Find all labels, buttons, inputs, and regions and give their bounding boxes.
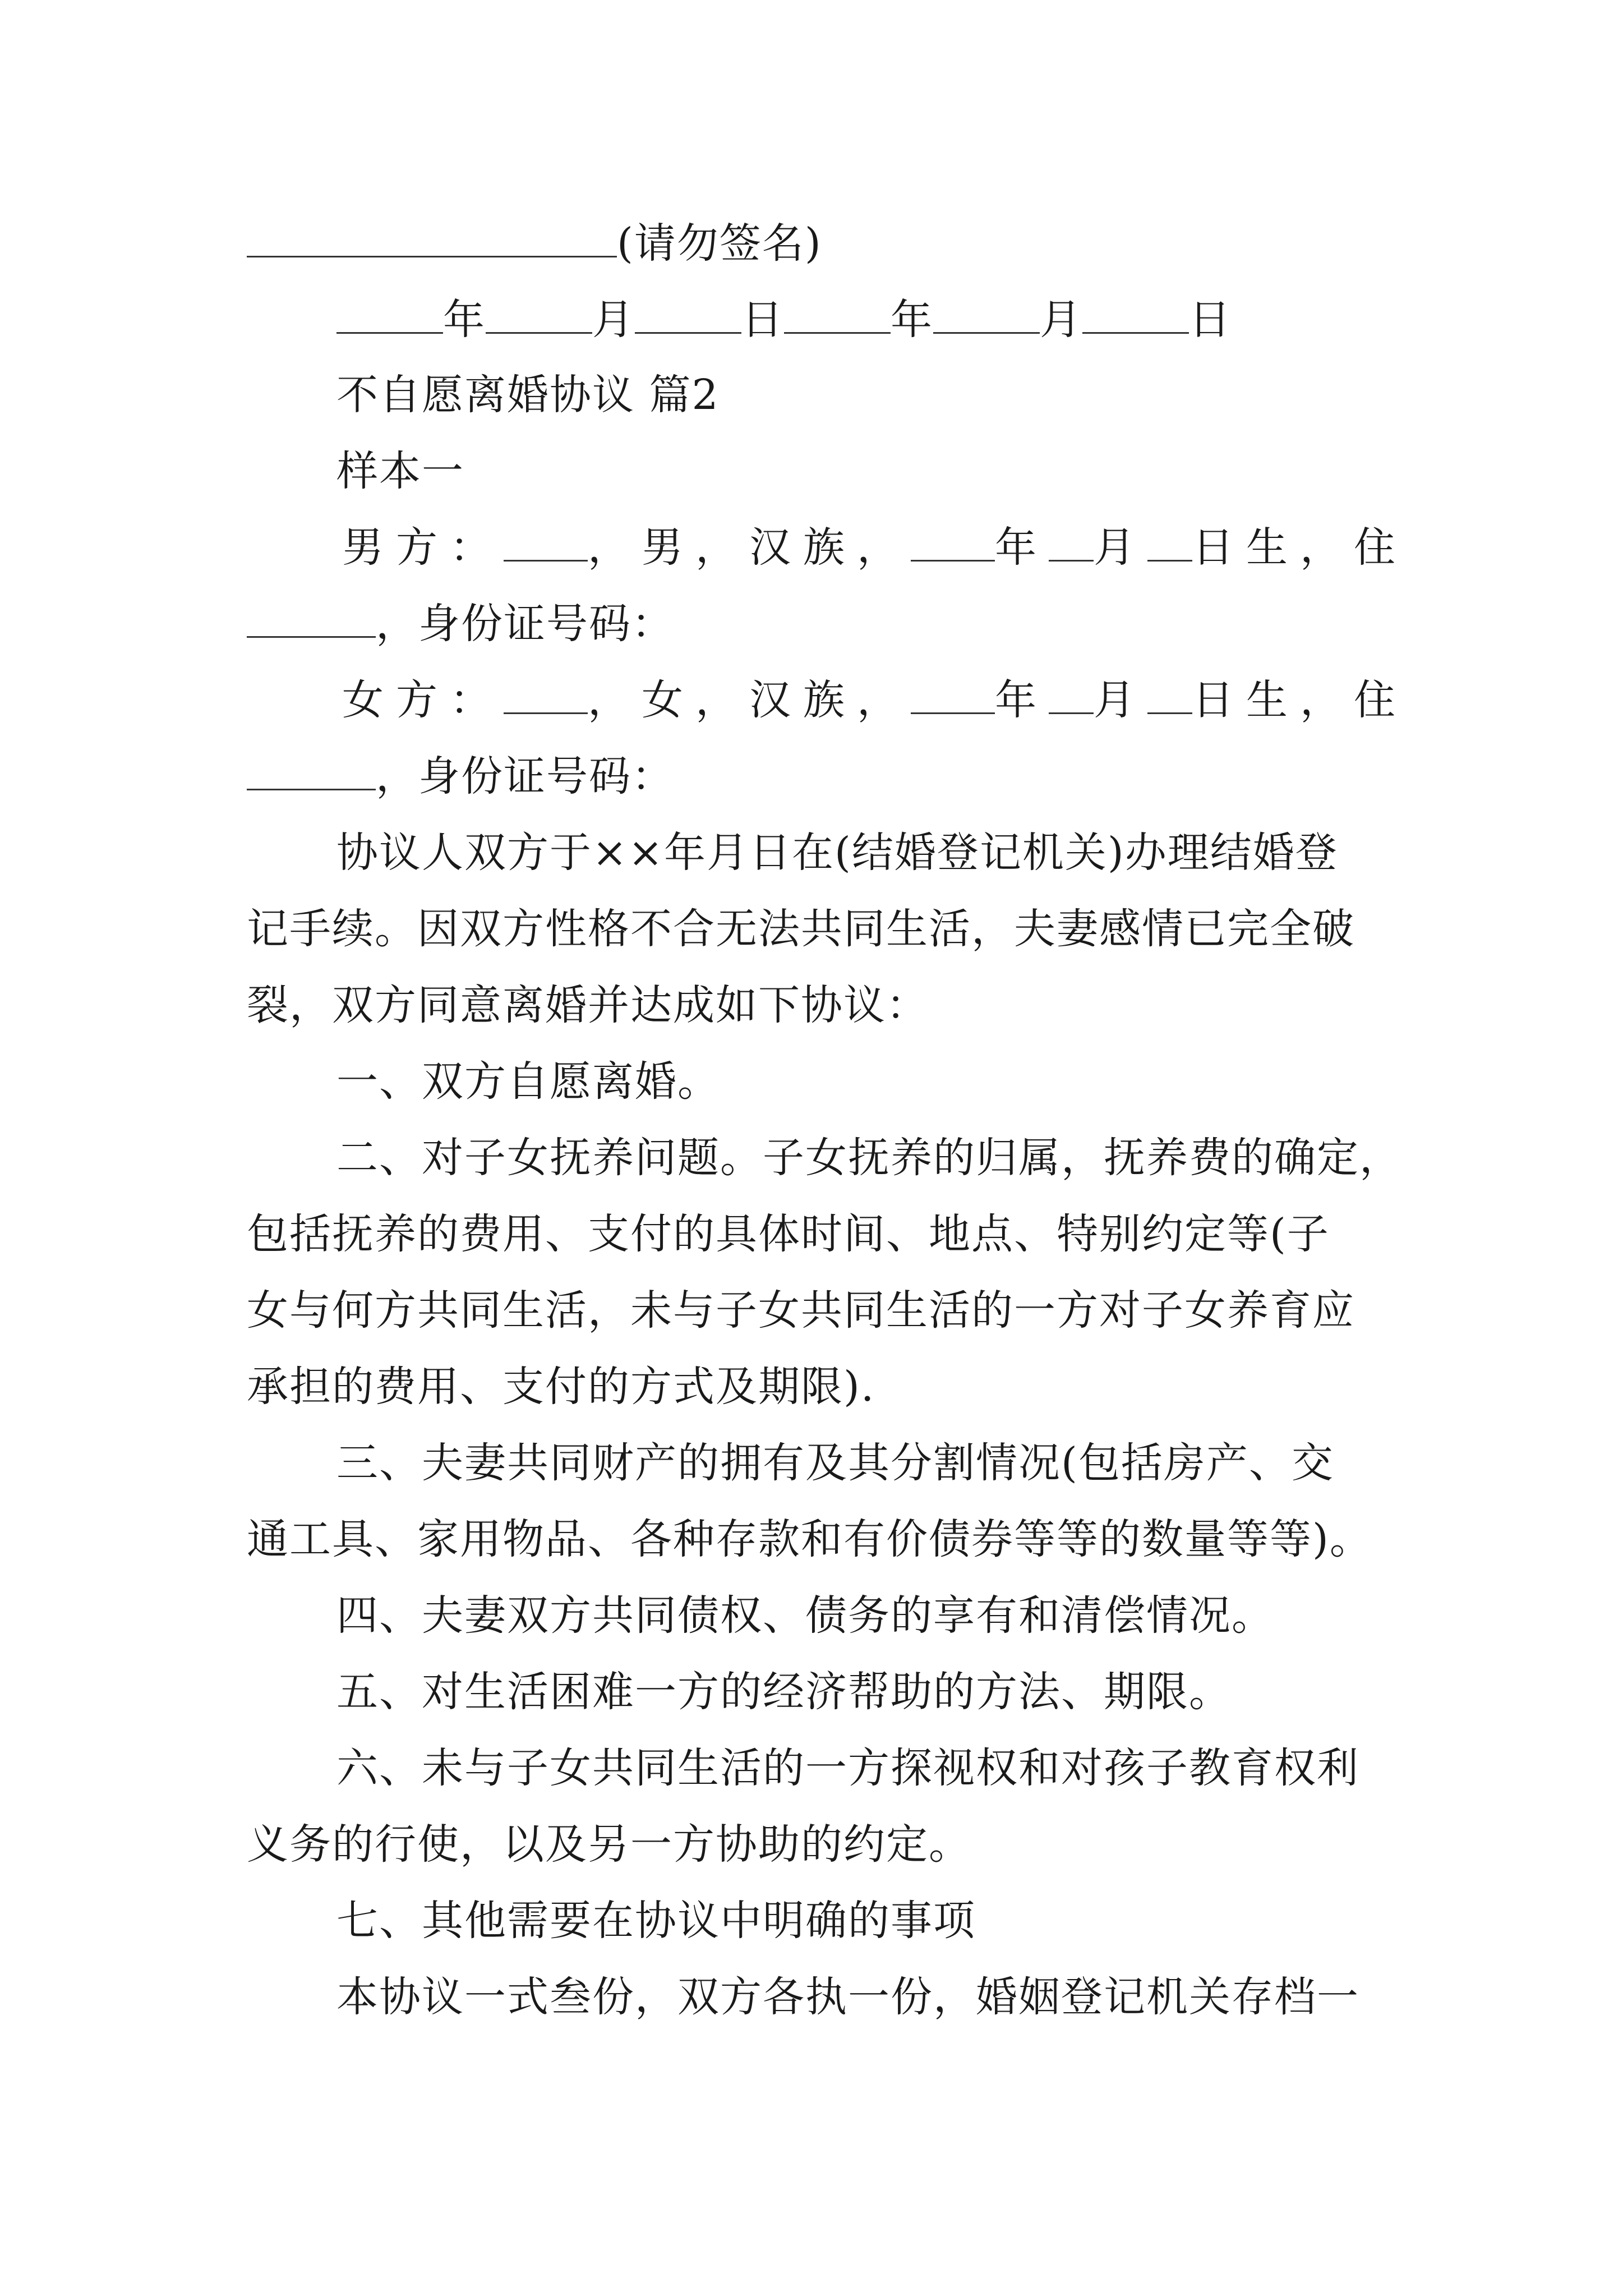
female-name-blank[interactable] bbox=[504, 678, 588, 714]
signature-blank[interactable] bbox=[247, 221, 617, 257]
female-party-line bbox=[342, 672, 1509, 728]
date-unit: 日 bbox=[741, 296, 784, 344]
sample-label: 样本一 bbox=[336, 447, 464, 495]
date-line bbox=[336, 292, 1503, 348]
paragraph-line: 女与何方共同生活，未与子女共同生活的一方对子女养育应 bbox=[247, 1286, 1355, 1335]
paragraph-line: 一、双方自愿离婚。 bbox=[336, 1057, 720, 1106]
section-title: 不自愿离婚协议 篇2 bbox=[336, 371, 720, 419]
paragraph-line: 六、未与子女共同生活的一方探视权和对孩子教育权利 bbox=[336, 1744, 1359, 1792]
date-unit: 年 bbox=[443, 296, 486, 344]
male-id-label: ，身份证号码： bbox=[376, 600, 674, 648]
date-unit: 月 bbox=[592, 296, 635, 344]
date-blank[interactable] bbox=[784, 297, 891, 334]
female-year: 年 bbox=[995, 676, 1049, 724]
female-day-blank[interactable] bbox=[1147, 678, 1192, 714]
male-day-born: 日生，住 bbox=[1192, 523, 1408, 572]
male-day-blank[interactable] bbox=[1147, 525, 1192, 562]
female-id-line bbox=[247, 748, 1413, 804]
female-day-born: 日生，住 bbox=[1192, 676, 1408, 724]
paragraph-line: 五、对生活困难一方的经济帮助的方法、期限。 bbox=[336, 1668, 1232, 1716]
male-year: 年 bbox=[995, 523, 1049, 572]
male-lead: 男方： bbox=[342, 523, 504, 572]
female-lead: 女方： bbox=[342, 676, 504, 724]
paragraph-line: 裂，双方同意离婚并达成如下协议： bbox=[247, 981, 929, 1029]
date-blank[interactable] bbox=[933, 297, 1040, 334]
paragraph-line: 义务的行使，以及另一方协助的约定。 bbox=[247, 1820, 971, 1869]
paragraph-line: 记手续。因双方性格不合无法共同生活，夫妻感情已完全破 bbox=[247, 905, 1355, 953]
paragraph-line: 二、对子女抚养问题。子女抚养的归属，抚养费的确定， bbox=[336, 1134, 1402, 1182]
female-after-name: ，女，汉族， bbox=[588, 676, 911, 724]
date-unit: 日 bbox=[1189, 296, 1232, 344]
male-month-blank[interactable] bbox=[1049, 525, 1094, 562]
male-month: 月 bbox=[1094, 523, 1147, 572]
male-year-blank[interactable] bbox=[911, 525, 995, 562]
signature-line bbox=[247, 215, 1413, 272]
signature-note: (请勿签名) bbox=[617, 219, 822, 268]
paragraph-line: 七、其他需要在协议中明确的事项 bbox=[336, 1897, 976, 1945]
female-address-blank[interactable] bbox=[247, 754, 376, 790]
male-name-blank[interactable] bbox=[504, 525, 588, 562]
paragraph-line: 包括抚养的费用、支付的具体时间、地点、特别约定等(子 bbox=[247, 1210, 1330, 1258]
date-unit: 年 bbox=[891, 296, 933, 344]
date-blank[interactable] bbox=[635, 297, 741, 334]
male-address-blank[interactable] bbox=[247, 601, 376, 638]
female-month: 月 bbox=[1094, 676, 1147, 724]
male-party-line bbox=[342, 519, 1509, 576]
female-year-blank[interactable] bbox=[911, 678, 995, 714]
date-unit: 月 bbox=[1040, 296, 1082, 344]
female-month-blank[interactable] bbox=[1049, 678, 1094, 714]
paragraph-line: 承担的费用、支付的方式及期限). bbox=[247, 1363, 875, 1411]
female-id-label: ，身份证号码： bbox=[376, 752, 674, 800]
date-blank[interactable] bbox=[1082, 297, 1189, 334]
paragraph-line: 本协议一式叁份，双方各执一份，婚姻登记机关存档一 bbox=[336, 1973, 1359, 2021]
male-after-name: ，男，汉族， bbox=[588, 523, 911, 572]
date-blank[interactable] bbox=[486, 297, 592, 334]
paragraph-line: 四、夫妻双方共同债权、债务的享有和清偿情况。 bbox=[336, 1591, 1274, 1640]
male-id-line bbox=[247, 596, 1413, 652]
paragraph-line: 三、夫妻共同财产的拥有及其分割情况(包括房产、交 bbox=[336, 1439, 1334, 1487]
paragraph-line: 通工具、家用物品、各种存款和有价债券等等的数量等等)。 bbox=[247, 1515, 1372, 1563]
paragraph-line: 协议人双方于××年月日在(结婚登记机关)办理结婚登 bbox=[336, 829, 1338, 877]
date-blank[interactable] bbox=[336, 297, 443, 334]
